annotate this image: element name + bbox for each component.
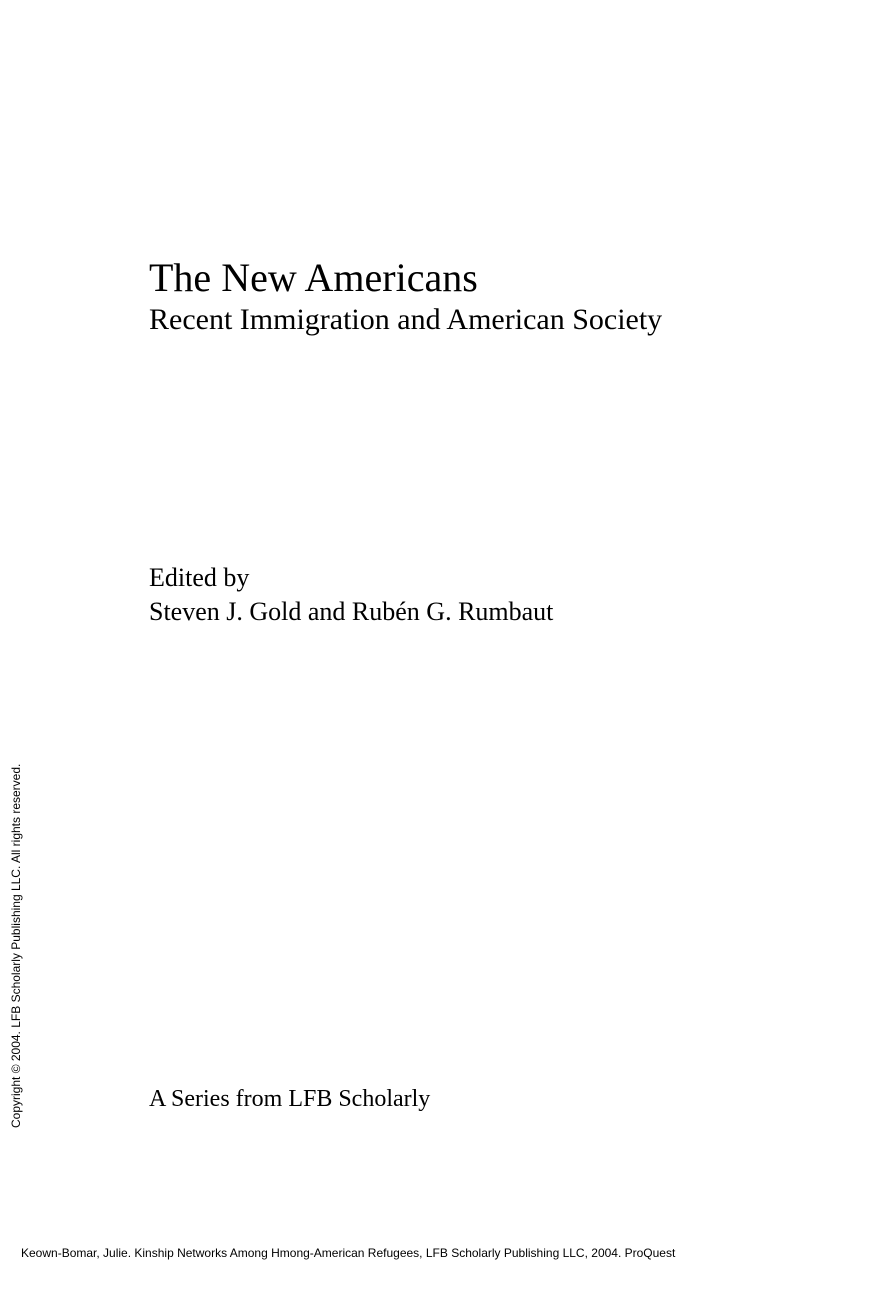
copyright-notice: Copyright © 2004. LFB Scholarly Publishing LLC. All rights reserved. [9,763,23,1128]
series-subtitle: Recent Immigration and American Society [149,303,663,336]
editors-names: Steven J. Gold and Rubén G. Rumbaut [149,597,554,626]
citation-footer: Keown-Bomar, Julie. Kinship Networks Among Hmong-American Refugees, LFB Scholarly Publishing LLC, 2004. ProQuest [21,1246,676,1260]
edited-by-label: Edited by [149,563,250,592]
series-title: The New Americans [149,255,478,300]
publisher-series-note: A Series from LFB Scholarly [149,1086,431,1112]
